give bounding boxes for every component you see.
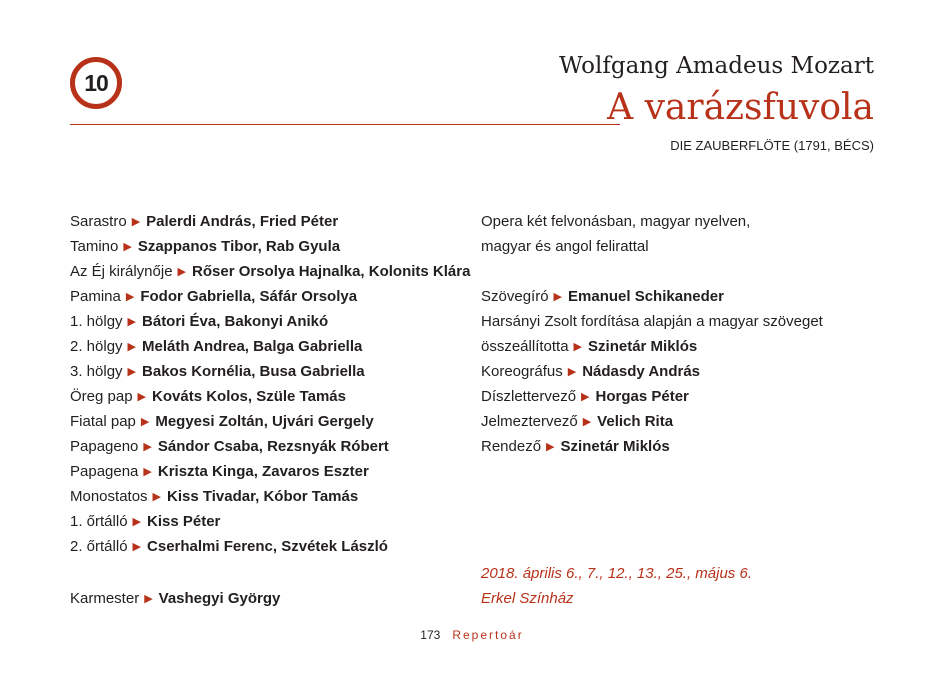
arrow-icon: ▶: [127, 341, 137, 353]
performers: Megyesi Zoltán, Ujvári Gergely: [155, 413, 374, 430]
credit-row: [481, 409, 881, 434]
role-label: Fiatal pap: [70, 413, 136, 430]
performers: Bakos Kornélia, Busa Gabriella: [142, 363, 365, 380]
role-label: 1. őrtálló: [70, 513, 128, 530]
performers: Cserhalmi Ferenc, Szvétek László: [147, 538, 388, 555]
section-name: Repertoár: [452, 628, 524, 642]
performers: Nádasdy András: [582, 363, 701, 380]
role-label: összeállította: [481, 338, 569, 355]
performers: Szinetár Miklós: [588, 338, 698, 355]
cast-row: [70, 459, 470, 484]
performers: Kiss Tivadar, Kóbor Tamás: [167, 488, 359, 505]
arrow-icon: ▶: [567, 366, 577, 378]
arrow-icon: ▶: [127, 316, 137, 328]
cast-row: [70, 259, 470, 284]
role-label: Karmester: [70, 590, 140, 607]
arrow-icon: ▶: [127, 366, 137, 378]
conductor-row: [70, 586, 280, 613]
credit-row: [481, 384, 881, 409]
credit-row: [481, 434, 881, 459]
role-label: 1. hölgy: [70, 313, 123, 330]
role-label: Jelmeztervező: [481, 413, 578, 430]
role-label: 2. hölgy: [70, 338, 123, 355]
performers: Velich Rita: [597, 413, 674, 430]
production-info: [481, 209, 881, 459]
number-badge: [70, 57, 122, 109]
role-label: Díszlettervező: [481, 388, 577, 405]
arrow-icon: ▶: [132, 516, 142, 528]
composer-name: Wolfgang Amadeus Mozart: [559, 53, 874, 79]
page-title: A varázsfuvola: [607, 87, 874, 128]
cast-row: [70, 309, 470, 334]
performers: Sándor Csaba, Rezsnyák Róbert: [157, 438, 389, 455]
performers: Rőser Orsolya Hajnalka, Kolonits Klára: [192, 263, 471, 280]
arrow-icon: ▶: [125, 291, 135, 303]
arrow-icon: ▶: [177, 266, 187, 278]
role-label: Papageno: [70, 438, 139, 455]
schedule: [481, 561, 752, 611]
arrow-icon: ▶: [143, 441, 152, 453]
arrow-icon: ▶: [140, 416, 150, 428]
arrow-icon: ▶: [144, 593, 153, 605]
role-label: Pamina: [70, 288, 121, 305]
performers: Meláth Andrea, Balga Gabriella: [142, 338, 363, 355]
role-label: Monostatos: [70, 488, 148, 505]
arrow-icon: ▶: [553, 291, 563, 303]
cast-row: [70, 534, 470, 559]
credit-row: [481, 334, 881, 359]
page-number: 173: [420, 628, 441, 642]
performers: Kováts Kolos, Szüle Tamás: [152, 388, 346, 405]
description-line: Opera két felvonásban, magyar nyelven,: [481, 213, 751, 230]
arrow-icon: ▶: [143, 466, 152, 478]
badge-number: 10: [84, 69, 108, 96]
arrow-icon: ▶: [573, 341, 583, 353]
credit-row: [481, 359, 881, 384]
performers: Fodor Gabriella, Sáfár Orsolya: [140, 288, 358, 305]
cast-row: [70, 209, 470, 234]
performers: Emanuel Schikaneder: [568, 288, 724, 305]
arrow-icon: ▶: [123, 241, 132, 253]
role-label: Szövegíró: [481, 288, 549, 305]
role-label: Papagena: [70, 463, 139, 480]
performers: Horgas Péter: [595, 388, 689, 405]
arrow-icon: ▶: [581, 391, 590, 403]
cast-row: [70, 484, 470, 509]
arrow-icon: ▶: [546, 441, 555, 453]
role-label: Tamino: [70, 238, 119, 255]
description-line: magyar és angol felirattal: [481, 238, 649, 255]
cast-row: [70, 234, 470, 259]
performers: Bátori Éva, Bakonyi Anikó: [142, 313, 329, 330]
role-label: Sarastro: [70, 213, 127, 230]
page-footer: [0, 628, 944, 642]
cast-row: [70, 409, 470, 434]
cast-row: [70, 334, 470, 359]
arrow-icon: ▶: [131, 216, 141, 228]
performers: Kiss Péter: [147, 513, 221, 530]
role-label: Koreográfus: [481, 363, 563, 380]
performers: Vashegyi György: [158, 590, 281, 607]
arrow-icon: ▶: [152, 491, 162, 503]
performers: Szappanos Tibor, Rab Gyula: [137, 238, 341, 255]
credit-row: [481, 284, 881, 309]
role-label: Öreg pap: [70, 388, 133, 405]
performers: Szinetár Miklós: [560, 438, 670, 455]
arrow-icon: ▶: [132, 541, 142, 553]
performers: Kriszta Kinga, Zavaros Eszter: [157, 463, 369, 480]
header-rule: [70, 124, 620, 125]
original-title: DIE ZAUBERFLÖTE (1791, BÉCS): [670, 138, 874, 153]
cast-row: [70, 384, 470, 409]
arrow-icon: ▶: [582, 416, 592, 428]
cast-row: [70, 434, 470, 459]
performers: Palerdi András, Fried Péter: [146, 213, 339, 230]
performance-dates: 2018. április 6., 7., 12., 13., 25., május 6.: [481, 565, 752, 582]
role-label: 2. őrtálló: [70, 538, 128, 555]
venue: Erkel Színház: [481, 590, 574, 607]
cast-row: [70, 359, 470, 384]
role-label: Rendező: [481, 438, 542, 455]
role-label: 3. hölgy: [70, 363, 123, 380]
cast-list: [70, 209, 470, 559]
spacer: [481, 259, 881, 284]
role-label: Az Éj királynője: [70, 263, 173, 280]
translation-note: Harsányi Zsolt fordítása alapján a magyar szöveget: [481, 313, 823, 330]
cast-row: [70, 284, 470, 309]
cast-row: [70, 509, 470, 534]
arrow-icon: ▶: [137, 391, 147, 403]
